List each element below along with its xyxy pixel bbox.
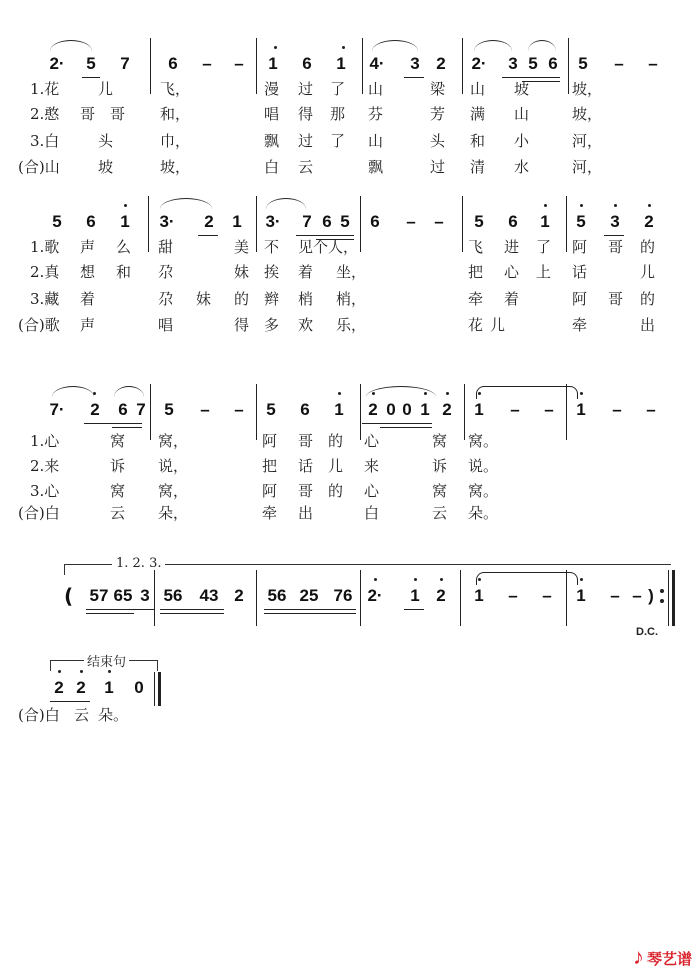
note: 1 [120,212,130,231]
lyric-syllable: 的 [328,482,344,500]
lyric-syllable: 说。 [468,457,499,475]
lyric-syllable: 哥 [80,105,96,123]
repeat-barline-thick [672,570,675,626]
lyric-syllable: (合)白 [18,706,60,724]
lyric-syllable: 漫 [264,80,280,98]
lyric-syllable: 妹 [196,290,212,308]
high-dot [580,578,583,581]
lyric-syllable: 云 [110,504,126,522]
lyric-syllable: 声 [80,238,96,256]
lyric-syllable: 2.真 [30,263,60,281]
lyric-syllable: 心 [364,482,380,500]
high-dot [80,670,83,673]
high-dot [342,46,345,49]
lyric-syllable: 朵。 [98,706,129,724]
lyric-syllable: 花 [468,316,484,334]
lyric-syllable: 阿 [572,238,588,256]
barline [154,570,155,626]
eighth-underline [50,701,90,702]
notes-row [0,52,700,76]
lyric-syllable: 不 [264,238,280,256]
tie-arc [114,386,144,397]
note: 5 [52,212,62,231]
watermark-text: 琴艺谱 [646,951,692,968]
tie-arc [528,40,556,51]
note: 1 [474,586,484,605]
note: 6 [322,212,332,231]
lyric-syllable: 1.花 [30,80,60,98]
note: – [544,400,554,419]
lyric-syllable: 么 [116,238,132,256]
note: 2 [76,678,86,697]
lyric-verse-3 [0,288,700,310]
note: – [508,586,518,605]
note: 25 [299,586,319,605]
lyric-chorus [0,502,700,524]
music-logo-icon: ♪ [632,944,644,969]
tie-arc [474,40,512,51]
ending-label: 结束句 [84,651,129,670]
lyric-syllable: 坐， [336,263,367,281]
lyric-syllable: 窝。 [468,482,499,500]
lyric-verse-3 [0,480,700,502]
lyric-syllable: 着 [298,263,314,281]
note: – [234,400,244,419]
paren-close: ) [648,586,654,605]
note: 6 [86,212,96,231]
lyric-syllable: 白 [364,504,380,522]
eighth-underline [84,423,142,424]
sixteenth-underline [86,613,134,614]
lyric-syllable: 挨 [264,263,280,281]
lyric-syllable: 多 [264,316,280,334]
barline [256,570,257,626]
lyric-syllable: 了 [330,132,346,150]
lyric-syllable: 诉 [110,457,126,475]
lyric-syllable: 甜 [158,238,174,256]
note: 6 [118,400,128,419]
note: 43 [199,586,219,605]
note: 6 [370,212,380,231]
note: 1 [576,400,586,419]
note: 2 [234,586,244,605]
lyric-syllable: 儿 [640,263,656,281]
notes-row [0,210,700,234]
high-dot [614,204,617,207]
tie-arc [366,386,436,397]
note: 56 [163,586,183,605]
volta-label: 1. 2. 3. [112,556,165,571]
repeat-barline [668,570,669,626]
lyric-syllable: 过 [298,80,314,98]
lyric-chorus [0,704,700,726]
lyric-syllable: 朵， [158,504,189,522]
lyric-syllable: 来 [364,457,380,475]
lyric-syllable: 芬 [368,105,384,123]
lyric-syllable: 梁 [430,80,446,98]
lyric-syllable: 3.白 [30,132,60,150]
note: 6 [302,54,312,73]
lyric-syllable: 飘 [264,132,280,150]
high-dot [648,204,651,207]
note: 5 [576,212,586,231]
high-dot [580,204,583,207]
note: 3 [140,586,150,605]
lyric-chorus [0,156,700,178]
lyric-syllable: 头 [430,132,446,150]
lyric-syllable: 飞， [160,80,191,98]
note: 7 [302,212,312,231]
lyric-syllable: 唱 [158,316,174,334]
high-dot [58,670,61,673]
note: 1 [540,212,550,231]
note: 6 [508,212,518,231]
sixteenth-underline [160,613,224,614]
lyric-syllable: 牵 [468,290,484,308]
lyric-syllable: 乐， [336,316,367,334]
lyric-syllable: 阿 [572,290,588,308]
lyric-syllable: 的 [328,432,344,450]
lyric-syllable: 见个人， [298,238,359,256]
note: 3· [265,212,281,231]
eighth-underline [362,423,432,424]
lyric-syllable: 妹 [234,263,250,281]
lyric-syllable: 把 [262,457,278,475]
lyric-syllable: 过 [298,132,314,150]
barline [460,570,461,626]
lyric-syllable: 说， [158,457,189,475]
lyric-chorus [0,314,700,336]
tie-arc [476,572,578,585]
lyric-syllable: 了 [330,80,346,98]
lyric-syllable: 的 [640,238,656,256]
note: – [406,212,416,231]
paren-open: ( [64,584,74,608]
note: 1 [232,212,242,231]
note: 0 [134,678,144,697]
tie-arc [52,386,94,397]
note: – [434,212,444,231]
note: 3 [508,54,518,73]
notes-row [0,398,700,422]
lyric-syllable: 得 [298,105,314,123]
note: 56 [267,586,287,605]
note: 1 [410,586,420,605]
lyric-syllable: 哥 [298,432,314,450]
high-dot [440,578,443,581]
lyric-syllable: 朵。 [468,504,499,522]
lyric-syllable: 山 [368,80,384,98]
note: 65 [113,586,133,605]
lyric-syllable: 山 [470,80,486,98]
note: 5 [474,212,484,231]
lyric-syllable: 水 [514,158,530,176]
high-dot [108,670,111,673]
lyric-syllable: 哥 [110,105,126,123]
lyric-syllable: 那 [330,105,346,123]
lyric-syllable: 心 [504,263,520,281]
note: 7· [49,400,65,419]
lyric-syllable: 尕 [158,290,174,308]
lyric-verse-2 [0,455,700,477]
lyric-syllable: 唱 [264,105,280,123]
lyric-syllable: 尕 [158,263,174,281]
note: – [632,586,642,605]
lyric-syllable: 飞 [468,238,484,256]
lyric-syllable: 3.心 [30,482,60,500]
lyric-syllable: 的 [640,290,656,308]
lyric-syllable: 和 [470,132,486,150]
lyric-syllable: 进 [504,238,520,256]
lyric-syllable: 3.藏 [30,290,60,308]
note: – [646,400,656,419]
final-barline [154,672,155,706]
note: 2 [436,586,446,605]
lyric-verse-3 [0,130,700,152]
note: 5 [528,54,538,73]
note: 6 [168,54,178,73]
lyric-syllable: 着 [80,290,96,308]
lyric-syllable: 出 [298,504,314,522]
eighth-underline [160,609,224,610]
lyric-syllable: 儿 [328,457,344,475]
lyric-syllable: 头 [98,132,114,150]
lyric-syllable: 话 [572,263,588,281]
note: 6 [300,400,310,419]
repeat-dots [660,586,666,606]
lyric-syllable: 儿 [490,316,506,334]
lyric-verse-2 [0,261,700,283]
high-dot [580,392,583,395]
note: 7 [136,400,146,419]
lyric-syllable: 1.歌 [30,238,60,256]
note: 5 [164,400,174,419]
lyric-syllable: 想 [80,263,96,281]
lyric-syllable: 山 [368,132,384,150]
note: 7 [120,54,130,73]
lyric-syllable: 辫 [264,290,280,308]
sixteenth-underline [112,427,142,428]
lyric-verse-1 [0,236,700,258]
lyric-syllable: 欢 [298,316,314,334]
sixteenth-underline [380,427,432,428]
lyric-syllable: 云 [74,706,90,724]
note: 57 [89,586,109,605]
note: 0 [402,400,412,419]
lyric-syllable: 1.心 [30,432,60,450]
lyric-syllable: 阿 [262,482,278,500]
eighth-underline [404,609,424,610]
barline [360,570,361,626]
lyric-syllable: 芳 [430,105,446,123]
lyric-syllable: 窝 [432,482,448,500]
lyric-syllable: 哥 [608,290,624,308]
lyric-verse-2 [0,103,700,125]
lyric-syllable: 窝 [110,432,126,450]
tie-arc [160,198,212,209]
note: 2 [204,212,214,231]
lyric-syllable: 窝 [110,482,126,500]
tie-arc [372,40,418,51]
lyric-syllable: 哥 [608,238,624,256]
lyric-syllable: 的 [234,290,250,308]
note: 3 [410,54,420,73]
lyric-syllable: 牵 [262,504,278,522]
watermark-logo [633,944,692,970]
lyric-syllable: 着 [504,290,520,308]
note: – [542,586,552,605]
lyric-verse-1 [0,78,700,100]
lyric-syllable: 儿 [98,80,114,98]
lyric-syllable: 和， [160,105,191,123]
note: – [510,400,520,419]
note: 2· [367,586,383,605]
high-dot [446,392,449,395]
note: 1 [474,400,484,419]
note: – [612,400,622,419]
high-dot [544,204,547,207]
lyric-syllable: 把 [468,263,484,281]
note: 1 [420,400,430,419]
note: 5 [340,212,350,231]
note: 76 [333,586,353,605]
lyric-syllable: 哥 [298,482,314,500]
lyric-syllable: 坡， [572,105,603,123]
lyric-syllable: 了 [536,238,552,256]
lyric-syllable: 云 [432,504,448,522]
note: 5 [578,54,588,73]
lyric-syllable: 河， [572,132,603,150]
note: 2 [644,212,654,231]
lyric-syllable: 窝 [432,432,448,450]
tie-arc [266,198,306,209]
note: 4· [369,54,385,73]
high-dot [414,578,417,581]
lyric-syllable: 飘 [368,158,384,176]
high-dot [124,204,127,207]
lyric-syllable: 云 [298,158,314,176]
dc-marking: D.C. [636,626,658,638]
lyric-syllable: 坡 [98,158,114,176]
lyric-syllable: 美 [234,238,250,256]
lyric-syllable: 出 [640,316,656,334]
lyric-syllable: 梢， [336,290,367,308]
note: 2 [442,400,452,419]
note: 1 [336,54,346,73]
note: 5 [86,54,96,73]
tie-arc [50,40,92,51]
lyric-syllable: 牵 [572,316,588,334]
lyric-syllable: 和 [116,263,132,281]
lyric-syllable: 阿 [262,432,278,450]
lyric-syllable: 窝。 [468,432,499,450]
note: – [614,54,624,73]
high-dot [338,392,341,395]
lyric-syllable: 清 [470,158,486,176]
lyric-syllable: 梢 [298,290,314,308]
lyric-syllable: 小 [514,132,530,150]
note: – [234,54,244,73]
eighth-underline [86,609,154,610]
lyric-syllable: 话 [298,457,314,475]
note: – [200,400,210,419]
lyric-syllable: 上 [536,263,552,281]
final-barline-thick [158,672,161,706]
lyric-syllable: 坡， [572,80,603,98]
lyric-syllable: 心 [364,432,380,450]
lyric-syllable: 坡 [514,80,530,98]
lyric-syllable: 得 [234,316,250,334]
note: 1 [104,678,114,697]
lyric-syllable: (合)山 [18,158,60,176]
note: 2 [368,400,378,419]
note: 2· [49,54,65,73]
lyric-syllable: 声 [80,316,96,334]
note: 5 [266,400,276,419]
lyric-syllable: 河， [572,158,603,176]
note: 6 [548,54,558,73]
lyric-syllable: 巾， [160,132,191,150]
notes-row [0,584,700,608]
note: 1 [268,54,278,73]
note: 2 [90,400,100,419]
lyric-syllable: 白 [264,158,280,176]
note: 3· [159,212,175,231]
lyric-syllable: 窝， [158,482,189,500]
note: 1 [334,400,344,419]
note: 1 [576,586,586,605]
note: – [202,54,212,73]
note: – [610,586,620,605]
eighth-underline [264,609,356,610]
lyric-syllable: 诉 [432,457,448,475]
high-dot [374,578,377,581]
lyric-syllable: 山 [514,105,530,123]
lyric-syllable: (合)歌 [18,316,60,334]
note: 2· [471,54,487,73]
high-dot [274,46,277,49]
lyric-syllable: 过 [430,158,446,176]
lyric-syllable: 2.憨 [30,105,60,123]
lyric-syllable: (合)白 [18,504,60,522]
note: 2 [436,54,446,73]
sixteenth-underline [264,613,356,614]
lyric-syllable: 窝， [158,432,189,450]
lyric-syllable: 坡， [160,158,191,176]
note: 2 [54,678,64,697]
note: – [648,54,658,73]
notes-row [0,676,700,700]
lyric-verse-1 [0,430,700,452]
note: 0 [386,400,396,419]
tie-arc [476,386,578,399]
lyric-syllable: 2.来 [30,457,60,475]
note: 3 [610,212,620,231]
lyric-syllable: 满 [470,105,486,123]
